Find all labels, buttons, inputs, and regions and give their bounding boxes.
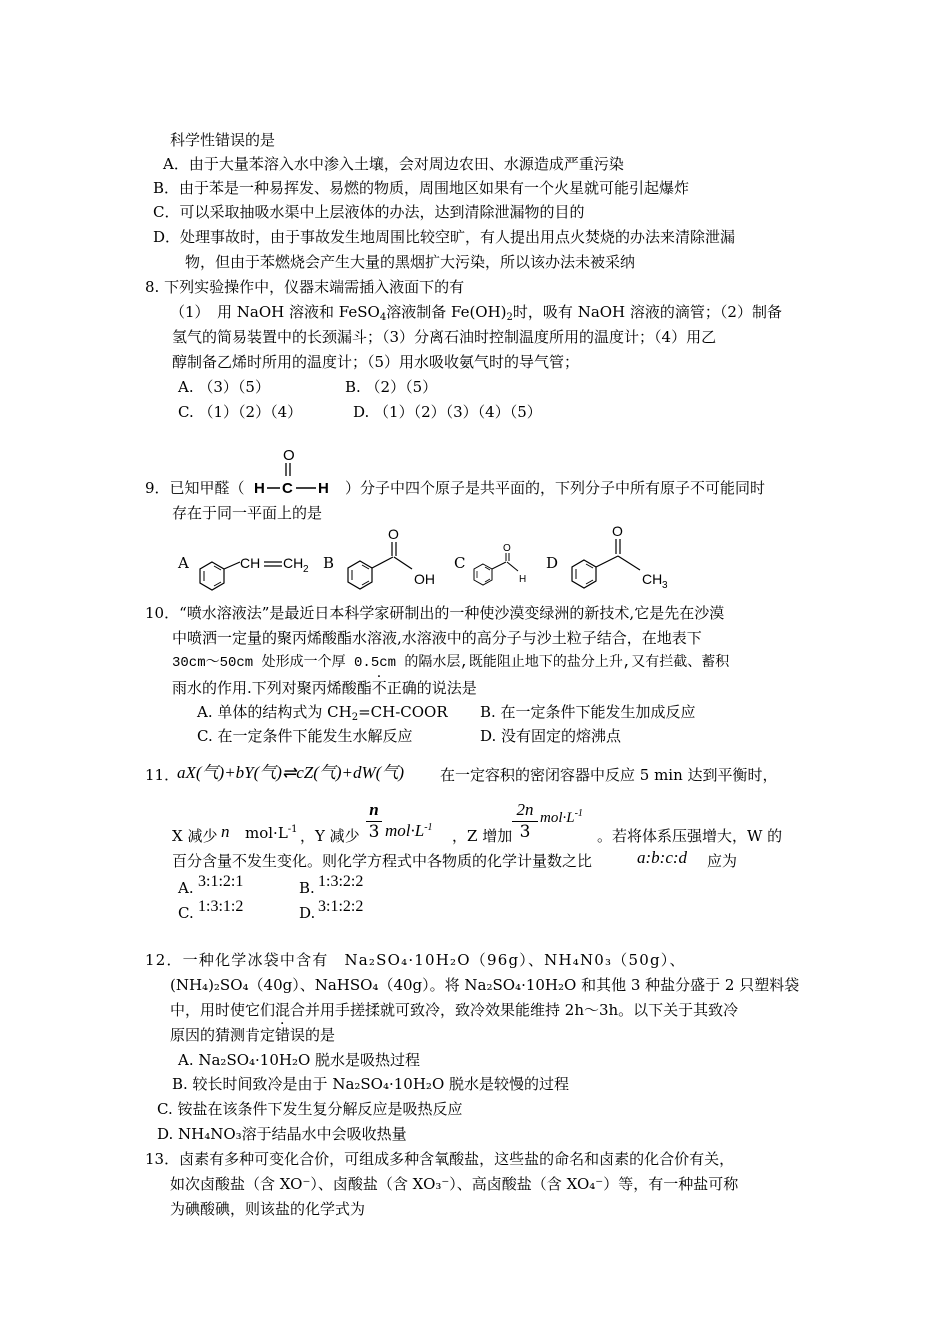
q12-line1: 12．一种化学冰袋中含有 Na₂SO₄·10H₂O（96g）、NH₄N0₃（50g）、	[145, 951, 686, 969]
benzaldehyde-h: H	[519, 574, 527, 585]
q11-option-b: 1:3:2:2	[318, 873, 364, 890]
benzoic-acid-structure	[338, 525, 448, 593]
q8-line2: 氢气的简易装置中的长颈漏斗；（3）分离石油时控制温度所用的温度计；（4）用乙	[172, 328, 717, 346]
q11-n: n	[221, 822, 230, 841]
q11-equation: aX(气)+bY(气)⇌cZ(气)+dW(气)	[177, 763, 404, 782]
q9-stem-a: 9．已知甲醛（	[145, 479, 245, 497]
styrene-ch: CH	[240, 555, 261, 571]
q11-unit1: $mol\cdot L^{-1}$	[245, 824, 298, 842]
q7-stem-tail: 科学性错误的是	[170, 131, 276, 149]
q8-option-b: B. （2）（5）	[345, 378, 438, 396]
q11-option-b-label: B.	[299, 879, 315, 897]
q10-option-b: B. 在一定条件下能发生加成反应	[480, 703, 696, 721]
q8-line1: （1） 用 NaOH 溶液和 FeSO$_4$溶液制备 $Fe(OH)_2$时，吸有 NaOH 溶液的滴管；（2）制备	[170, 303, 782, 323]
q11-number: 11．	[145, 766, 180, 784]
q9-stem-b: ）分子中四个原子是共平面的，下列分子中所有原子不可能同时	[345, 479, 766, 497]
q9-label-c: C	[454, 554, 466, 572]
q11-option-a-label: A.	[178, 879, 194, 897]
q11-option-a: 3:1:2:1	[198, 873, 244, 890]
q11-unit2: $mol\cdot L^{-1}$	[385, 821, 433, 840]
q9-stem-line2: 存在于同一平面上的是	[172, 504, 323, 522]
acetophenone-sub3: 3	[662, 580, 668, 591]
q11-line3b: 应为	[707, 852, 738, 870]
q7-option-a: A．由于大量苯溶入水中渗入土壤，会对周边农田、水源造成严重污染	[163, 155, 624, 173]
acetophenone-o: O	[612, 523, 623, 539]
q8-option-d: D. （1）（2）（3）（4）（5）	[353, 403, 542, 421]
q10-line4: 雨水的作用.下列对聚丙烯酸酯不正确的说法是	[172, 679, 477, 697]
q7-option-d-line2: 物，但由于苯燃烧会产生大量的黑烟扩大污染，所以该办法未被采纳	[185, 253, 636, 271]
q12-line4: 原因的猜测肯定错误的是	[170, 1026, 336, 1044]
q12-option-c: C. 铵盐在该条件下发生复分解反应是吸热反应	[157, 1100, 463, 1118]
benzaldehyde-o: O	[503, 543, 511, 554]
q8-option-c: C. （1）（2）（4）	[178, 403, 303, 421]
q9-label-d: D	[546, 554, 559, 572]
q12-emphasis: 错误	[275, 1026, 306, 1044]
styrene-structure	[190, 540, 320, 592]
q12-option-d: D. NH₄NO₃溶于结晶水中会吸收热量	[157, 1125, 407, 1143]
q11-tail: 。若将体系压强增大，W 的	[597, 827, 783, 845]
q11-option-c-label: C.	[178, 904, 194, 922]
benzoic-acid-oh: OH	[414, 571, 435, 587]
q12-option-a: A. Na₂SO₄·10H₂O 脱水是吸热过程	[178, 1051, 421, 1069]
q8-option-a: A. （3）（5）	[178, 378, 270, 396]
q10-line1: 10．“喷水溶液法”是最近日本科学家研制出的一种使沙漠变绿洲的新技术,它是先在沙漠	[145, 604, 725, 622]
q12-line2: (NH₄)₂SO₄（40g）、NaHSO₄（40g）。将 Na₂SO₄·10H₂O 和其他 3 种盐分盛于 2 只塑料袋	[170, 976, 800, 994]
formaldehyde-c: C	[282, 480, 293, 497]
q11-frac1-num: n	[369, 800, 379, 819]
q9-label-b: B	[323, 554, 335, 572]
formaldehyde-structure	[252, 443, 344, 501]
q11-ratio: a:b:c:d	[637, 848, 688, 867]
q7-option-d-line1: D．处理事故时，由于事故发生地周围比较空旷，有人提出用点火焚烧的办法来清除泄漏	[153, 228, 736, 246]
q11-frac2-num: 2n	[516, 800, 534, 819]
q11-frac2-den: 3	[519, 822, 531, 842]
q8-stem: 8. 下列实验操作中，仪器末端需插入液面下的有	[145, 278, 465, 296]
q13-line1: 13．卤素有多种可变化合价，可组成多种含氧酸盐，这些盐的命名和卤素的化合价有关，	[145, 1150, 735, 1168]
q11-line3a: 百分含量不发生变化。则化学方程式中各物质的化学计量数之比	[172, 852, 593, 870]
q7-option-b: B．由于苯是一种易挥发、易燃的物质，周围地区如果有一个火星就可能引起爆炸	[153, 179, 690, 197]
q11-y-text: ，Y 减少	[300, 827, 360, 845]
q9-label-a: A	[178, 554, 189, 572]
q11-option-c: 1:3:1:2	[198, 898, 244, 915]
q7-option-c: C．可以采取抽吸水渠中上层液体的办法，达到清除泄漏物的目的	[153, 203, 585, 221]
formaldehyde-h-right: H	[318, 480, 329, 497]
q10-option-c: C. 在一定条件下能发生水解反应	[197, 727, 413, 745]
q10-line2: 中喷洒一定量的聚丙烯酸酯水溶液,水溶液中的高分子与沙土粒子结合，在地表下	[172, 629, 702, 647]
q13-line3: 为碘酸碘，则该盐的化学式为	[170, 1200, 366, 1218]
q11-unit3: $mol\cdot L^{-1}$	[540, 808, 583, 826]
q12-option-b: B. 较长时间致冷是由于 Na₂SO₄·10H₂O 脱水是较慢的过程	[172, 1075, 570, 1093]
q11-z-text: ，Z 增加	[452, 827, 513, 845]
q12-line3: 中，用时使它们混合并用手搓揉就可致冷，致冷效果能维持 2h～3h。以下关于其致冷	[170, 1001, 739, 1019]
q13-line2: 如次卤酸盐（含 XO⁻）、卤酸盐（含 XO₃⁻）、高卤酸盐（含 XO₄⁻）等，有一种盐可称	[170, 1175, 739, 1193]
q10-line3: 30cm～50cm 处形成一个厚 0.5cm 的隔水层,既能阻止地下的盐分上升,又有拦截、蓄积	[172, 655, 730, 671]
formaldehyde-o: O	[283, 447, 295, 464]
q11-option-d: 3:1:2:2	[318, 898, 364, 915]
benzaldehyde-structure	[466, 540, 546, 592]
styrene-ch2: CH	[283, 555, 304, 571]
q11-option-d-label: D.	[299, 904, 316, 922]
q11-x-text: X 减少	[172, 827, 218, 845]
q8-line3: 醇制备乙烯时所用的温度计；（5）用水吸收氨气时的导气管；	[172, 353, 580, 371]
acetophenone-ch: CH	[642, 571, 663, 587]
formaldehyde-h-left: H	[254, 480, 265, 497]
styrene-sub2: 2	[303, 564, 309, 575]
benzoic-acid-o: O	[388, 526, 399, 542]
q11-frac1-den: 3	[368, 822, 380, 842]
q11-stem-tail: 在一定容积的密闭容器中反应 5 min 达到平衡时，	[440, 766, 778, 784]
q10-emphasis: 不正确	[371, 679, 417, 697]
q10-option-d: D. 没有固定的熔沸点	[480, 727, 622, 745]
q10-option-a: A. 单体的结构式为 $CH_2=CH$-COOR	[197, 703, 448, 723]
acetophenone-structure	[560, 520, 680, 592]
